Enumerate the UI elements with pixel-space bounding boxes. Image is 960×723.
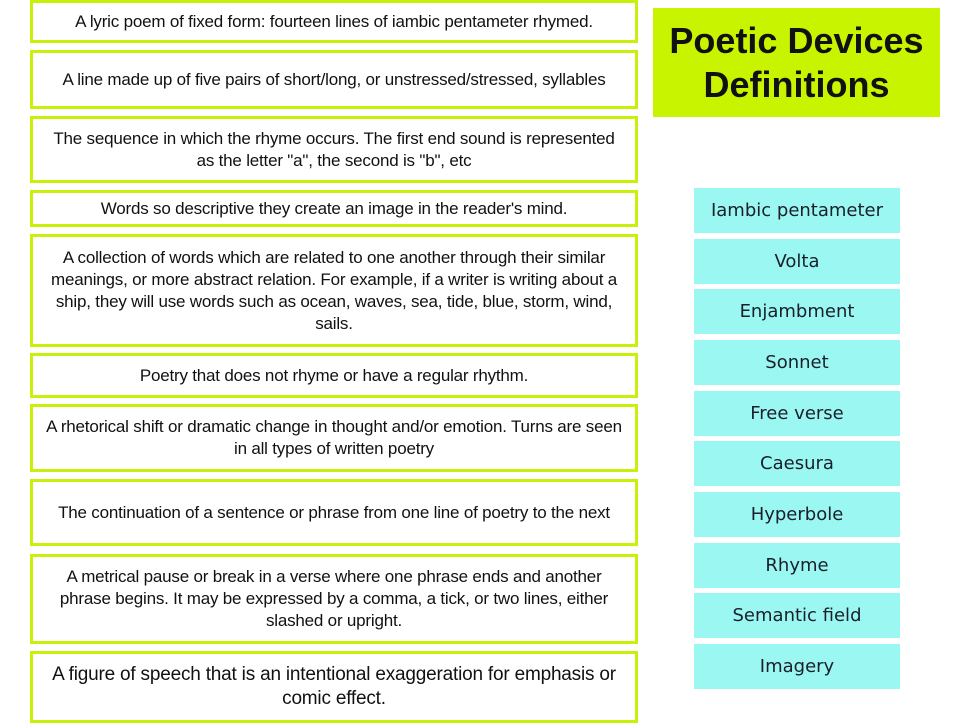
- term-label: Volta: [774, 251, 820, 272]
- definition-card-sonnet[interactable]: [30, 0, 638, 43]
- term-label: Hyperbole: [750, 504, 844, 525]
- definition-text: Words so descriptive they create an image in the reader's mind.: [100, 198, 568, 218]
- term-label: Free verse: [750, 403, 844, 424]
- term-label: Imagery: [759, 656, 835, 677]
- page-title: Poetic Devices Definitions: [669, 19, 924, 105]
- term-label: Caesura: [760, 453, 834, 474]
- term-label: Semantic field: [732, 605, 862, 626]
- definition-card-free-verse[interactable]: [30, 353, 638, 398]
- definition-card-hyperbole[interactable]: [30, 651, 638, 723]
- definition-text: A figure of speech that is an intentional exaggeration for emphasis or comic effect.: [52, 664, 616, 709]
- term-label: Enjambment: [739, 301, 855, 322]
- definition-text: A metrical pause or break in a verse where one phrase ends and another phrase begins. It may be expressed by a comma, a tick, or two lines, either slashed or upright.: [59, 567, 609, 630]
- definition-card-semantic-field[interactable]: [30, 234, 638, 347]
- definition-text: The continuation of a sentence or phrase from one line of poetry to the next: [58, 502, 610, 522]
- definition-card-iambic-pentameter[interactable]: [30, 50, 638, 109]
- definition-text: A collection of words which are related to one another through their similar meanings, or more abstract relation. For example, if a writer is writing about a ship, they will use words such as ocean, waves, sea, tide, blue, storm, wind, sails.: [50, 247, 618, 333]
- term-card-caesura[interactable]: [694, 441, 900, 486]
- term-card-volta[interactable]: [694, 239, 900, 284]
- term-card-free-verse[interactable]: [694, 391, 900, 436]
- term-card-imagery[interactable]: [694, 644, 900, 689]
- definition-card-enjambment[interactable]: [30, 479, 638, 546]
- term-card-sonnet[interactable]: [694, 340, 900, 385]
- term-card-semantic-field[interactable]: [694, 593, 900, 638]
- definition-card-volta[interactable]: [30, 404, 638, 472]
- term-card-enjambment[interactable]: [694, 289, 900, 334]
- definition-text: A line made up of five pairs of short/long, or unstressed/stressed, syllables: [62, 69, 606, 89]
- term-card-iambic-pentameter[interactable]: [694, 188, 900, 233]
- definition-card-rhyme-scheme[interactable]: [30, 116, 638, 183]
- term-card-rhyme[interactable]: [694, 543, 900, 588]
- definition-text: A rhetorical shift or dramatic change in thought and/or emotion. Turns are seen in all types of written poetry: [46, 417, 622, 458]
- definition-text: A lyric poem of fixed form: fourteen lines of iambic pentameter rhymed.: [75, 11, 593, 31]
- term-label: Rhyme: [765, 555, 829, 576]
- definition-card-caesura[interactable]: [30, 554, 638, 644]
- page-title-banner: [653, 8, 940, 117]
- term-label: Iambic pentameter: [710, 200, 884, 221]
- definition-text: The sequence in which the rhyme occurs. The first end sound is represented as the letter "a", the second is "b", etc: [53, 128, 615, 170]
- term-card-hyperbole[interactable]: [694, 492, 900, 537]
- definition-text: Poetry that does not rhyme or have a regular rhythm.: [139, 365, 529, 385]
- definition-card-imagery[interactable]: [30, 190, 638, 227]
- term-label: Sonnet: [765, 352, 829, 373]
